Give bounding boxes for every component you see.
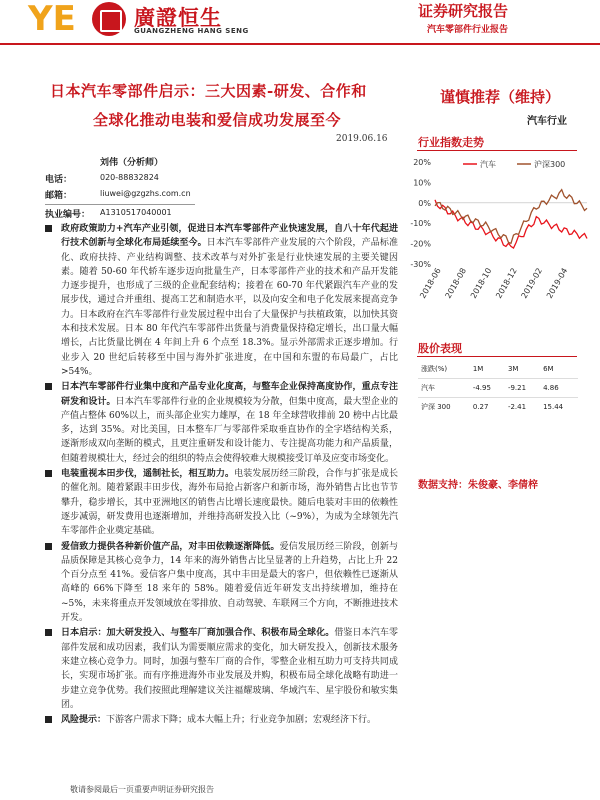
email-value[interactable]: liuwei@gzgzhs.com.cn (100, 189, 191, 198)
bullet-square-icon (45, 543, 52, 550)
industry-label: 汽车行业 (527, 116, 567, 127)
table-cell: 0.27 (470, 398, 505, 417)
table-header-row (418, 360, 578, 379)
bullet-lead: 风险提示： (61, 715, 107, 726)
table-cell: 汽车 (418, 379, 470, 398)
license-label: 执业编号： (45, 210, 91, 220)
table-row (418, 379, 578, 398)
performance-title: 股价表现 (418, 342, 462, 355)
phone-value: 020-88832824 (100, 173, 159, 182)
phone-label: 电话： (45, 175, 73, 185)
legend-label: 汽车 (480, 160, 496, 169)
report-type: 证券研究报告 (417, 2, 508, 20)
bullet-lead: 政府政策助力+汽车产业引领，促进日本汽车零部件产业快速发展，自八十年代起进行技术创新与全球化布局延续至今。 (61, 224, 398, 249)
analyst-divider (45, 204, 195, 205)
y-tick-label: -10% (410, 219, 431, 229)
bullet-square-icon (45, 470, 52, 477)
table-cell: 15.44 (540, 398, 578, 417)
table-row (418, 398, 578, 417)
seal-logo (92, 2, 126, 36)
performance-divider (417, 356, 577, 357)
rating: 谨慎推荐（维持） (440, 88, 561, 106)
report-subtype: 汽车零部件行业报告 (426, 25, 508, 35)
analyst-name: 刘伟（分析师） (100, 158, 164, 168)
data-support: 数据支持：朱俊豪、李倩梓 (418, 480, 538, 491)
table-cell: 沪深 300 (418, 398, 470, 417)
summary-body (43, 222, 398, 728)
bullet-item (43, 713, 398, 727)
company-logo: YE (28, 0, 76, 39)
table-cell: 4.86 (540, 379, 578, 398)
table-cell: -4.95 (470, 379, 505, 398)
y-tick-label: -20% (410, 239, 431, 249)
report-date: 2019.06.16 (336, 134, 388, 144)
x-tick-label: 2019-04 (544, 266, 570, 300)
y-tick-label: 0% (418, 198, 431, 208)
y-tick-label: 10% (413, 178, 431, 188)
bullet-lead: 日本汽车零部件行业集中度和产品专业化度高，与整车企业保持高度协作，重点专注研发和设计。 (61, 382, 398, 407)
bullet-item (43, 380, 398, 466)
performance-table (418, 360, 578, 416)
series-line (435, 190, 587, 244)
x-tick-label: 2018-08 (443, 266, 469, 300)
bullet-item (43, 467, 398, 538)
bullet-text: 下游客户需求下降；成本大幅上升；行业竞争加剧；宏观经济下行。 (106, 715, 377, 726)
bullet-text: 日本汽车零部件产业发展的六个阶段，产品标准化、政府扶持、产业结构调整、技术改革与对外扩张是行业快速发展的主要关键因素。随着 50-60 年代轿车逐步迈向批量生产，日本零部件产业的技术和产品开发能力逐步提升，也形成了三级的企业配套结构；接着在 60-70 年代紧跟汽车产业的发展步伐，通过合并重组、提高工艺和制造水平，以及向安全和电子化发展来提高竞争力。日本政府在汽车零部件行业发展过程中出台了大量保护与扶植政策，以加快其资本和技术发展。日本 80 年代汽车零部件出货量与消费量保持稳定增长，出口量大幅增长，占比货量比例在 4 年间上升 6 个点至 18.3%。显示外部需求正逐步增加。行业步入 20 世纪后转移至中国与海外扩张进度，在中国和东盟的布局最广，占比>54%。 (61, 238, 398, 377)
index-trend-divider (417, 150, 577, 151)
table-cell: -2.41 (505, 398, 540, 417)
x-tick-label: 2018-12 (494, 266, 519, 300)
x-tick-label: 2018-10 (468, 266, 494, 300)
bullet-square-icon (45, 383, 52, 390)
y-tick-label: -30% (410, 260, 431, 269)
bullet-text: 日本汽车零部件行业的企业规模较为分散，但集中度高，最大型企业的产值占整体 60%以上，而头部企业实力雄厚，在 18 年全球营收排前 20 榜中占比最多，达到 35%。对比美国，日本整车厂与零部件采取垂直协作的全字塔结构关系，逐渐形成双向垄断的模式，且更注重研发和设计能力、专注提高功能力和产品质量，但随着规模壮大，经过会的组织的特点会使得较难大规模接受订单及应变市场变化。 (61, 396, 398, 464)
license-value: A1310517040001 (100, 208, 172, 217)
table-header-cell: 3M (507, 365, 519, 373)
bullet-item (43, 540, 398, 626)
y-tick-label: 20% (413, 158, 431, 167)
x-tick-label: 2018-06 (418, 266, 443, 300)
bullet-item (43, 222, 398, 379)
bullet-lead: 电装重视本田步伐，遥制社长，相互助力。 (61, 469, 235, 480)
series-line (435, 200, 587, 248)
x-tick-label: 2019-02 (519, 266, 545, 300)
report-title-line1: 日本汽车零部件启示：三大因素-研发、合作和 (50, 82, 367, 100)
table-header-cell: 涨跌(%) (421, 365, 448, 373)
email-label: 邮箱： (45, 191, 73, 201)
table-header-cell: 6M (543, 365, 554, 373)
company-name-en: GUANGZHENG HANG SENG (134, 27, 249, 35)
bullet-lead: 日本启示：加大研发投入、与整车厂商加强合作、积极布局全球化。 (61, 628, 335, 639)
bullet-item (43, 626, 398, 712)
report-title-line2: 全球化推动电装和爱信成功发展至今 (93, 111, 342, 129)
bullet-text: 电装发展历经三阶段，合作与扩张是成长的催化剂。随着紧跟丰田步伐，海外布局抢占新客户和新市场，海外销售占比也节节攀升，稳步增长，其中亚洲地区的销售占比增长速度最快。随后电装对丰田的依赖性逐步减弱，研发费用也逐渐增加，并维持高研发投入比（~9%），为成为全球领先汽车零部件企业奠定基础。 (61, 469, 398, 537)
footer-note: 敬请参阅最后一页重要声明证券研究报告 (70, 785, 214, 794)
bullet-text: 借鉴日本汽车零部件发展和成功因素，我们认为需要顺应需求的变化，加大研发投入，创新技术服务来建立核心竞争力。同时，加强与整车厂商的合作，零整企业相互助力可支持共同成长，实现市场扩张。而有序推进海外市业发展及并购，积极布局全球化战略有助进一步建立竞争优势。我们按照此理解建议关注福耀玻璃、华域汽车、星宇股份和敏实集团。 (61, 628, 398, 710)
legend-label: 沪深300 (534, 160, 566, 169)
table-cell: -9.21 (505, 379, 540, 398)
bullet-lead: 爱信致力提供各种新价值产品，对丰田依赖逐渐降低。 (61, 541, 280, 552)
bullet-text: 爱信发展历经三阶段，创新与品质保障是其核心竞争力，14 年来的海外销售占比呈显著的上升趋势，占比上升 22 个百分点至 41%。爱信客户集中度高，其中丰田是最大的客户，但依赖性已逐渐从高峰的 66%下降至 18 来年的 58%。随着爱信近年研发支出持续增加，维持在~5%，未来将重点开发领域放在零排放、自动驾驶、车联网三个方向，不断推进技术开发。 (61, 541, 398, 624)
table-header-cell: 1M (472, 365, 484, 373)
index-trend-chart (405, 152, 595, 330)
company-name-cn: 廣證恒生 (134, 6, 222, 30)
bullet-square-icon (45, 716, 52, 723)
index-trend-title: 行业指数走势 (418, 136, 484, 149)
header-divider (0, 43, 600, 45)
bullet-square-icon (45, 225, 52, 232)
bullet-square-icon (45, 629, 52, 636)
